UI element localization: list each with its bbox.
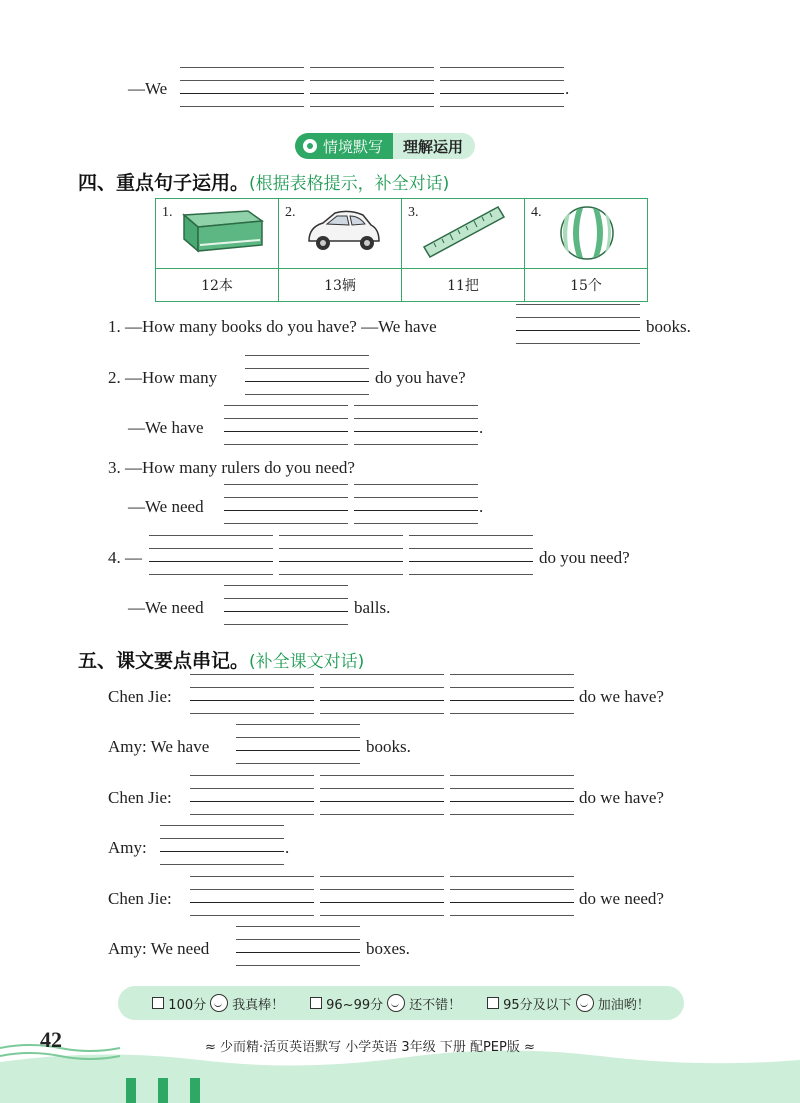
answer-blank[interactable]: [190, 674, 314, 714]
table-cell-ball: [525, 199, 648, 269]
dialogue-end: do we need?: [579, 889, 664, 908]
score-message: 我真棒！: [232, 997, 285, 1013]
cell-number: 4.: [531, 205, 542, 220]
score-label: 100分: [168, 997, 207, 1013]
score-option-100[interactable]: [152, 994, 284, 1013]
answer-blank[interactable]: [245, 355, 369, 395]
dialogue-speaker: Amy:: [108, 838, 147, 857]
question-2: 2. —How many: [108, 368, 218, 387]
question-4: 4. —: [108, 548, 142, 567]
checkbox-icon[interactable]: [152, 997, 164, 1009]
period: .: [285, 838, 290, 857]
section-badge: [295, 133, 475, 159]
answer-blank[interactable]: [354, 484, 478, 524]
answer-blank[interactable]: [160, 825, 284, 865]
answer-3-prefix: —We need: [128, 497, 204, 516]
answer-blank[interactable]: [516, 304, 640, 344]
answer-blank[interactable]: [320, 876, 444, 916]
score-message: 加油哟！: [597, 997, 650, 1013]
question-4-end: do you need?: [539, 548, 630, 567]
table-cell-ruler: [402, 199, 525, 269]
cheer-face-icon: [576, 994, 594, 1012]
score-message: 还不错！: [409, 997, 462, 1013]
answer-blank[interactable]: [190, 775, 314, 815]
answer-blank[interactable]: [236, 724, 360, 764]
section-4-title-text: 四、重点句子运用。: [78, 172, 250, 194]
question-2-end: do you have?: [375, 368, 466, 387]
period: .: [479, 418, 484, 437]
picture-table: [155, 198, 648, 302]
answer-blank[interactable]: [224, 405, 348, 445]
badge-right-label: 理解运用: [403, 137, 464, 156]
section-4-hint: (根据表格提示，补全对话): [249, 174, 450, 194]
table-cell-book: [156, 199, 279, 269]
question-1: 1. —How many books do you have? —We have: [108, 317, 437, 336]
car-icon: [279, 199, 401, 263]
top-prefix: —We: [128, 79, 168, 98]
smiley-icon: [210, 994, 228, 1012]
score-option-96[interactable]: [310, 994, 461, 1013]
answer-2-prefix: —We have: [128, 418, 204, 437]
answer-blank[interactable]: [320, 674, 444, 714]
dialogue-end: boxes.: [366, 939, 410, 958]
count-cell: 11把: [402, 269, 525, 302]
answer-blank[interactable]: [409, 535, 533, 575]
answer-blank[interactable]: [190, 876, 314, 916]
count-cell: 15个: [525, 269, 648, 302]
dialogue-end: do we have?: [579, 687, 664, 706]
dialogue-speaker: Chen Jie:: [108, 687, 172, 706]
answer-blank[interactable]: [224, 484, 348, 524]
answer-blank[interactable]: [320, 775, 444, 815]
answer-blank[interactable]: [450, 775, 574, 815]
dialogue-end: do we have?: [579, 788, 664, 807]
footer-text: ≈ 少而精·活页英语默写 小学英语 3年级 下册 配PEP版 ≈: [205, 1040, 535, 1055]
dialogue-end: books.: [366, 737, 411, 756]
answer-blank[interactable]: [180, 67, 304, 107]
badge-left-label: 情境默写: [323, 137, 384, 156]
dialogue-speaker: Chen Jie:: [108, 889, 172, 908]
section-5-title: [78, 646, 364, 673]
medal-icon: [303, 139, 317, 153]
question-1-end: books.: [646, 317, 691, 336]
answer-blank[interactable]: [450, 674, 574, 714]
dialogue-speaker: Chen Jie:: [108, 788, 172, 807]
answer-blank[interactable]: [236, 926, 360, 966]
period: .: [479, 497, 484, 516]
checkbox-icon[interactable]: [310, 997, 322, 1009]
ball-icon: [525, 199, 647, 263]
question-3: 3. —How many rulers do you need?: [108, 458, 355, 477]
cell-number: 3.: [408, 205, 419, 220]
cell-number: 1.: [162, 205, 173, 220]
dialogue-speaker: Amy: We need: [108, 939, 210, 958]
page-number: 42: [40, 1027, 62, 1052]
answer-blank[interactable]: [354, 405, 478, 445]
score-label: 96~99分: [326, 997, 384, 1013]
answer-blank[interactable]: [450, 876, 574, 916]
section-5-title-text: 五、课文要点串记。: [78, 650, 250, 672]
answer-blank[interactable]: [310, 67, 434, 107]
smiley-icon: [387, 994, 405, 1012]
count-cell: 13辆: [279, 269, 402, 302]
score-label: 95分及以下: [503, 997, 572, 1013]
answer-4-end: balls.: [354, 598, 391, 617]
answer-blank[interactable]: [224, 585, 348, 625]
ruler-icon: [402, 199, 524, 263]
score-option-95[interactable]: [487, 994, 650, 1013]
table-cell-car: [279, 199, 402, 269]
score-bar: [118, 986, 684, 1020]
checkbox-icon[interactable]: [487, 997, 499, 1009]
section-5-hint: (补全课文对话): [249, 652, 365, 672]
answer-4-prefix: —We need: [128, 598, 204, 617]
section-4-title: [78, 168, 449, 195]
dialogue-speaker: Amy: We have: [108, 737, 210, 756]
cell-number: 2.: [285, 205, 296, 220]
answer-blank[interactable]: [279, 535, 403, 575]
book-icon: [156, 199, 278, 263]
answer-blank[interactable]: [149, 535, 273, 575]
period: .: [565, 79, 570, 98]
count-cell: 12本: [156, 269, 279, 302]
answer-blank[interactable]: [440, 67, 564, 107]
